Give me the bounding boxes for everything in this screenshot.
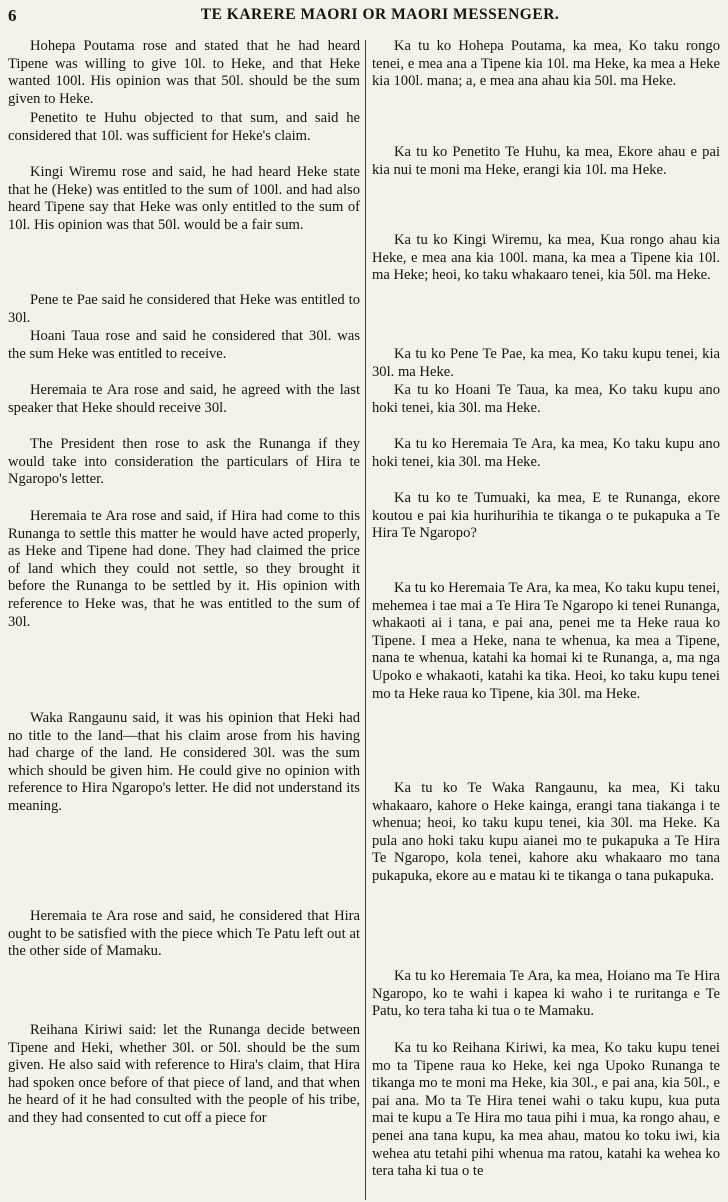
page-number: 6 — [8, 6, 17, 25]
english-paragraph: Heremaia te Ara rose and said, he considered that Hira ought to be satisfied with the piece which Te Patu left out at the other side of Mamaku. — [8, 908, 360, 960]
english-paragraph: Reihana Kiriwi said: let the Runanga decide between Tipene and Heki, whether 30l. or 50l. should be the sum given. He also said with reference to Hira's claim, that Hira had spoken once before of that piece of land, and that when he heard of it he had consulted with the people of his tribe, and they had consented to cut off a piece for — [8, 1022, 360, 1126]
maori-paragraph: Ka tu ko Heremaia Te Ara, ka mea, Ko taku kupu ano hoki tenei, kia 30l. ma Heke. — [372, 436, 720, 470]
english-paragraph: Heremaia te Ara rose and said, he agreed with the last speaker that Heke should receive 30l. — [8, 382, 360, 416]
english-paragraph: Heremaia te Ara rose and said, if Hira had come to this Runanga to settle this matter he would have acted properly, as Heke and Tipene had done. They had claimed the price of land which they could not settle, so they brought it before the Runanga to be settled by it. His opinion with reference to Heke was, that he was entitled to the sum of 30l. — [8, 508, 360, 630]
maori-paragraph: Ka tu ko Heremaia Te Ara, ka mea, Hoiano ma Te Hira Ngaropo, ko te wahi i kapea ki waho i te ruritanga e Te Patu, ko tera taha ki tua o te Mamaku. — [372, 968, 720, 1020]
maori-paragraph: Ka tu ko Te Waka Rangaunu, ka mea, Ki taku whakaaro, kahore o Heke kainga, erangi tana tiakanga i te whenua; heoi, ko taku kupu tenei, kia 30l. ma Heke. Ka pula ano hoki taku kupu aianei mo te pukapuka a Te Hira Te Ngaropo, kola tenei, kahore aku whakaaro mo tana pukapuka, ekore au e matau ki te tikanga o tana pukapuka. — [372, 780, 720, 884]
maori-paragraph: Ka tu ko Heremaia Te Ara, ka mea, Ko taku kupu tenei, mehemea i tae mai a Te Hira Te Ngaropo ki tenei Runanga, whakaoti ai i tana, e pai ana, penei me ta Heke raua ko Tipene. I mea a Heke, nana te whenua, ka mea a Tipene, nana te whenua, katahi ka homai ki te Runanga, a, ma nga Upoko e whakaoti, katahi ka tika. Heoi, ko taku kupu tenei mo ta Heke raua ko Tipene, kia 30l. ma Heke. — [372, 580, 720, 702]
page-header — [0, 0, 728, 34]
english-paragraph: Hohepa Poutama rose and stated that he had heard Tipene was willing to give 10l. to Heke, and that Heke wanted 100l. His opinion was that 50l. should be the sum given to Heke. — [8, 38, 360, 107]
maori-paragraph: Ka tu ko te Tumuaki, ka mea, E te Runanga, ekore koutou e pai kia hurihurihia te tikanga o te pukapuka a Te Hira Te Ngaropo? — [372, 490, 720, 542]
column-divider — [365, 40, 366, 1200]
maori-paragraph: Ka tu ko Reihana Kiriwi, ka mea, Ko taku kupu tenei mo ta Tipene raua ko Heke, kei nga Upoko Runanga te tikanga mo te moni ma Heke, kia 30l., e pai ana, kia 50l., e pai ana. Mo ta Te Hira tenei wahi o taku kupu, kua puta mai te kupu a Te Hira mo taua pihi i mua, ka rongo ahau, e penei ana tana kupu, ka mea ahau, matou ko toku iwi, kia wehea atu tetahi pihi whenua ma ratou, katahi ka wehea ko tera taha ki tua o te — [372, 1040, 720, 1180]
running-title: TE KARERE MAORI OR MAORI MESSENGER. — [200, 6, 560, 23]
english-paragraph: Penetito te Huhu objected to that sum, and said he considered that 10l. was sufficient for Heke's claim. — [8, 110, 360, 144]
english-paragraph: Pene te Pae said he considered that Heke was entitled to 30l. — [8, 292, 360, 326]
maori-paragraph: Ka tu ko Hohepa Poutama, ka mea, Ko taku rongo tenei, e mea ana a Tipene kia 10l. ma Heke, ka mea a Heke kia 100l. mana; a, e mea ana ahau kia 50l. ma Heke. — [372, 38, 720, 90]
maori-paragraph: Ka tu ko Penetito Te Huhu, ka mea, Ekore ahau e pai kia nui te moni ma Heke, erangi kia 10l. ma Heke. — [372, 144, 720, 178]
english-paragraph: Waka Rangaunu said, it was his opinion that Heki had no title to the land—that his claim arose from his having had charge of the land. He considered 30l. was the sum which should be given him. He could give no opinion with reference to Hira Ngaropo's letter. He did not understand its meaning. — [8, 710, 360, 814]
english-paragraph: Kingi Wiremu rose and said, he had heard Heke state that he (Heke) was entitled to the sum of 100l. and had also heard Tipene say that Heke was only entitled to the sum of 10l. His opinion was that 50l. would be a fair sum. — [8, 164, 360, 233]
maori-paragraph: Ka tu ko Kingi Wiremu, ka mea, Kua rongo ahau kia Heke, e mea ana kia 100l. mana, ka mea a Tipene kia 10l. ma Heke; heoi, ko taku whakaaro tenei, kia 50l. ma Heke. — [372, 232, 720, 284]
english-paragraph: Hoani Taua rose and said he considered that 30l. was the sum Heke was entitled to receive. — [8, 328, 360, 362]
english-paragraph: The President then rose to ask the Runanga if they would take into consideration the particulars of Hira te Ngaropo's letter. — [8, 436, 360, 488]
maori-paragraph: Ka tu ko Pene Te Pae, ka mea, Ko taku kupu tenei, kia 30l. ma Heke. — [372, 346, 720, 380]
maori-paragraph: Ka tu ko Hoani Te Taua, ka mea, Ko taku kupu ano hoki tenei, kia 30l. ma Heke. — [372, 382, 720, 416]
